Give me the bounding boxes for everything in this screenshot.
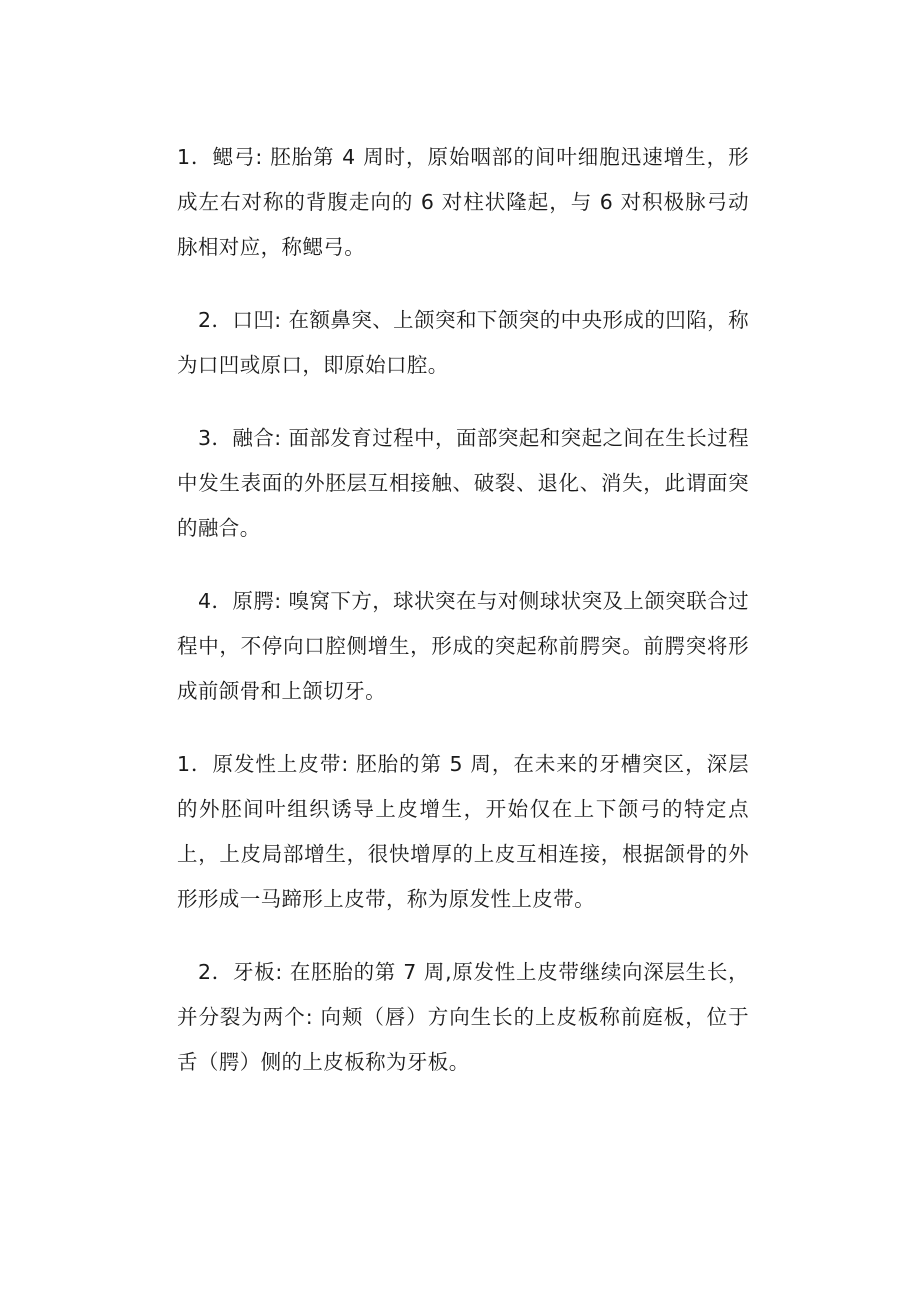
- definition-stomodeum: 2．口凹: 在额鼻突、上颌突和下颌突的中央形成的凹陷，称为口凹或原口，即原始口腔。: [177, 308, 749, 377]
- definition-fusion: 3．融合: 面部发育过程中，面部突起和突起之间在生长过程中发生表面的外胚层互相接触、破裂、退化、消失，此谓面突的融合。: [177, 426, 749, 540]
- definition-dental-lamina: 2．牙板: 在胚胎的第 7 周,原发性上皮带继续向深层生长，并分裂为两个: 向颊（唇）方向生长的上皮板称前庭板，位于舌（腭）侧的上皮板称为牙板。: [177, 960, 749, 1074]
- definition-branchial-arch: 1．鳃弓: 胚胎第 4 周时，原始咽部的间叶细胞迅速增生，形成左右对称的背腹走向的 6 对柱状隆起，与 6 对积极脉弓动脉相对应，称鳃弓。: [177, 145, 749, 259]
- definition-primary-epithelial-band: 1．原发性上皮带: 胚胎的第 5 周，在未来的牙槽突区，深层的外胚间叶组织诱导上皮增生，开始仅在上下颌弓的特定点上，上皮局部增生，很快增厚的上皮互相连接，根据颌骨的外形形成一马蹄形上皮带，称为原发性上皮带。: [177, 752, 749, 911]
- definition-primary-palate: 4．原腭: 嗅窝下方，球状突在与对侧球状突及上颌突联合过程中，不停向口腔侧增生，形成的突起称前腭突。前腭突将形成前颌骨和上颌切牙。: [177, 589, 749, 703]
